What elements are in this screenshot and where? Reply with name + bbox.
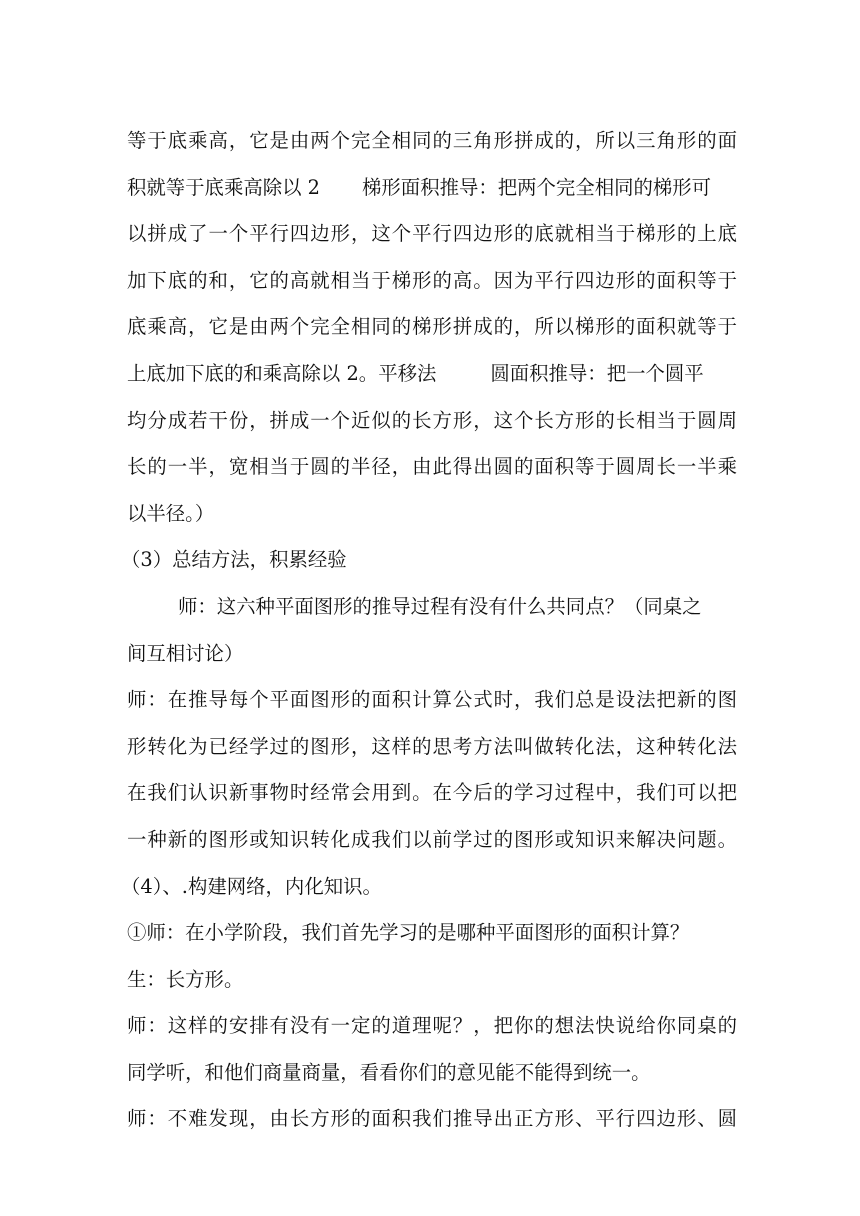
text-line-5: 底乘高，它是由两个完全相同的梯形拼成的，所以梯形的面积就等于 [127, 315, 737, 339]
text-line-3: 以拼成了一个平行四边形，这个平行四边形的底就相当于梯形的上底 [127, 222, 737, 246]
text-line-7: 均分成若干份，拼成一个近似的长方形，这个长方形的长相当于圆周 [127, 408, 737, 432]
text-line-8: 长的一半，宽相当于圆的半径，由此得出圆的面积等于圆周长一半乘 [127, 455, 737, 479]
text-segment-circle-start: 圆面积推导：把一个圆平 [490, 361, 704, 385]
text-line-15: 在我们认识新事物时经常会用到。在今后的学习过程中，我们可以把 [127, 781, 737, 805]
text-line-4: 加下底的和，它的高就相当于梯形的高。因为平行四边形的面积等于 [127, 268, 737, 292]
text-line-6 [127, 351, 737, 398]
text-segment-trapezoid-start: 梯形面积推导：把两个完全相同的梯形可 [362, 175, 712, 199]
text-line-21: 同学听，和他们商量商量，看看你们的意见能不能得到统一。 [127, 1060, 651, 1084]
text-line-19: 生：长方形。 [127, 967, 244, 991]
text-line-18: ①师：在小学阶段，我们首先学习的是哪种平面图形的面积计算？ [127, 921, 690, 945]
section-heading-3: （3）总结方法，积累经验 [121, 548, 347, 572]
text-line-20: 师：这样的安排有没有一定的道理呢？，把你的想法快说给你同桌的 [127, 1014, 737, 1038]
text-line-13: 师：在推导每个平面图形的面积计算公式时，我们总是设法把新的图 [127, 688, 737, 712]
text-segment-trapezoid-end: 上底加下底的和乘高除以 2。平移法 [127, 361, 437, 385]
text-line-11: 师：这六种平面图形的推导过程有没有什么共同点？（同桌之 [178, 594, 702, 618]
text-line-12: 间互相讨论） [127, 641, 244, 665]
text-line-16: 一种新的图形或知识转化成我们以前学过的图形或知识来解决问题。 [127, 827, 737, 851]
text-line-1: 等于底乘高，它是由两个完全相同的三角形拼成的，所以三角形的面 [127, 129, 737, 152]
document-body [121, 118, 737, 1143]
text-line-2 [127, 165, 737, 212]
text-segment-triangle-end: 积就等于底乘高除以 2 [127, 175, 321, 199]
text-line-9: 以半径。） [127, 501, 215, 525]
text-line-22: 师：不难发现，由长方形的面积我们推导出正方形、平行四边形、圆 [127, 1107, 737, 1131]
section-heading-4: （4）、.构建网络，内化知识。 [121, 874, 382, 898]
text-line-14: 形转化为已经学过的图形，这样的思考方法叫做转化法，这种转化法 [127, 734, 737, 758]
